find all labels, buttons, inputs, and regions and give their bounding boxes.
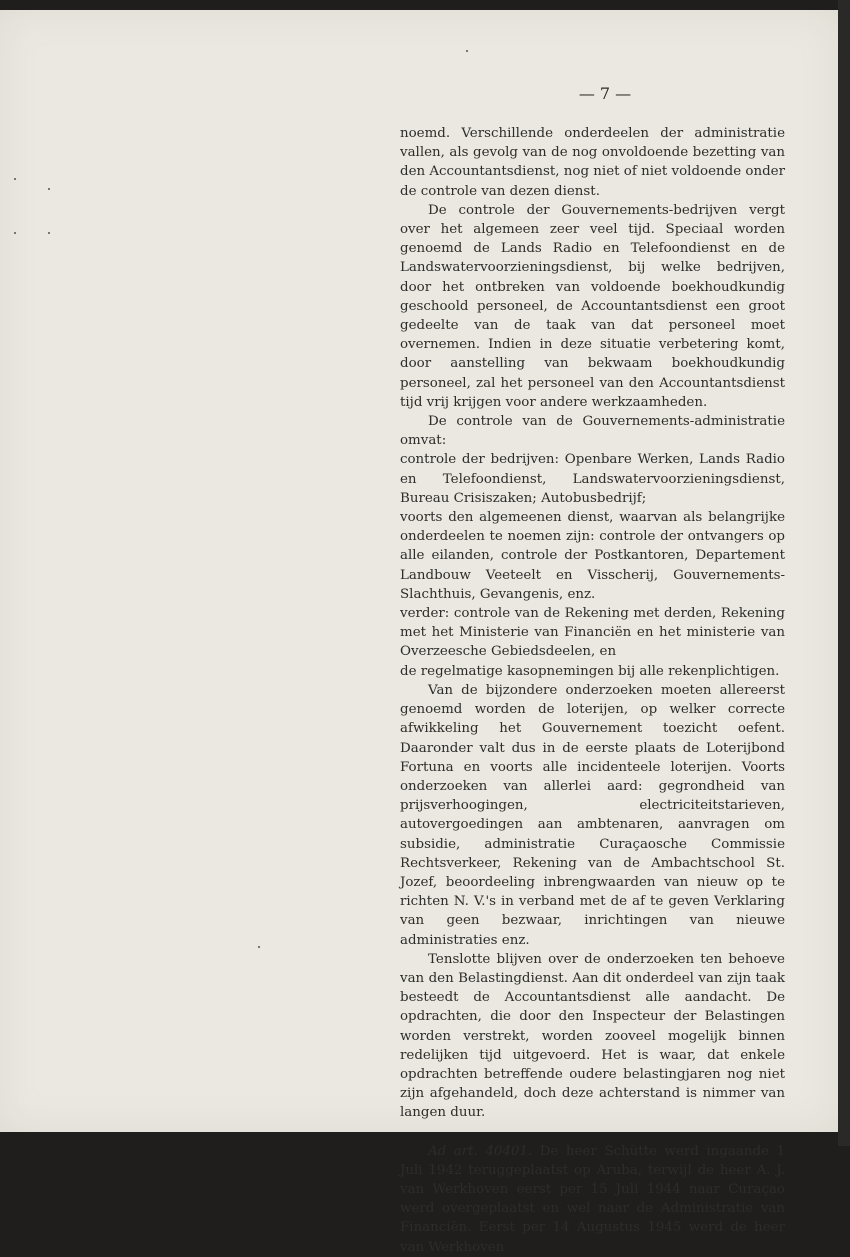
- paragraph: verder: controle van de Rekening met derden, Rekening met het Ministerie van Financiën en het ministerie van Overzeesche Gebiedsdeelen, en: [400, 606, 785, 660]
- body-text: [400, 124, 785, 1257]
- paragraph: De controle der Gouvernements-bedrijven vergt over het algemeen zeer veel tijd. Speciaal worden genoemd de Lands Radio en Telefoondienst en de Landswatervoorzieningsdienst, bij welke bedrijven, door het ontbreken van voldoende boekhoudkundig geschoold personeel, de Accountantsdienst een groot gedeelte van de taak van dat personeel moet overnemen. Indien in deze situatie verbetering komt, door aanstelling van bekwaam boekhoudkundig personeel, zal het personeel van den Accountantsdienst tijd vrij krijgen voor andere werkzaamheden.: [400, 202, 785, 410]
- final-paragraph-text: De heer Schütte werd ingaande 1 Juli 1942 teruggeplaatst op Aruba, terwijl de heer A. J. van Werkhoven eerst per 15 Juli 1944 naar Curaçao werd overgeplaatst en wel naar de Administratie van Financiën. Eerst per 14 Augustus 1945 werd de heer van Werkhoven: [400, 1143, 785, 1255]
- article-reference: Ad art. 40401.: [428, 1143, 533, 1159]
- paragraph: de regelmatige kasopnemingen bij alle rekenplichtigen.: [400, 663, 780, 679]
- paper-speck: [48, 188, 50, 190]
- paper-speck: [14, 178, 16, 180]
- paragraph: voorts den algemeenen dienst, waarvan als belangrijke onderdeelen te noemen zijn: controle der ontvangers op alle eilanden, controle der Postkantoren, Departement Landbouw Veeteelt en Visscherij, Gouvernements-Slachthuis, Gevangenis, enz.: [400, 510, 785, 602]
- paper-speck: [48, 232, 50, 234]
- paper-speck: [14, 232, 16, 234]
- paragraph: De controle van de Gouvernements-administratie omvat:: [400, 414, 785, 449]
- scan-border: [838, 0, 850, 1146]
- paragraph: noemd. Verschillende onderdeelen der administratie vallen, als gevolg van de nog onvoldoende bezetting van den Accountantsdienst, nog niet of niet voldoende onder de controle van dezen dienst.: [400, 126, 785, 199]
- paragraph: Tenslotte blijven over de onderzoeken ten behoeve van den Belastingdienst. Aan dit onderdeel van zijn taak besteedt de Accountantsdienst alle aandacht. De opdrachten, die door den Inspecteur der Belastingen worden verstrekt, worden zooveel mogelijk binnen redelijken tijd uitgevoerd. Het is waar, dat enkele opdrachten betreffende oudere belastingjaren nog niet zijn afgehandeld, doch deze achterstand is nimmer van langen duur.: [400, 951, 785, 1121]
- paper-speck: [466, 50, 468, 52]
- paragraph: Van de bijzondere onderzoeken moeten allereerst genoemd worden de loterijen, op welker correcte afwikkeling het Gouvernement toezicht oefent. Daaronder valt dus in de eerste plaats de Loterijbond Fortuna en voorts alle incidenteele loterijen. Voorts onderzoeken van allerlei aard: gegrondheid van prijsverhoogingen, electriciteitstarieven, autovergoedingen aan ambtenaren, aanvragen om subsidie, administratie Curaçaosche Commissie Rechtsverkeer, Rekening van de Ambachtschool St. Jozef, beoordeeling inbrengwaarden van nieuw op te richten N. V.'s in verband met de af te geven Verklaring van geen bezwaar, inrichtingen van nieuwe administraties enz.: [400, 682, 785, 948]
- page-number: — 7 —: [578, 84, 632, 103]
- final-paragraph: [400, 1142, 785, 1257]
- paper-speck: [258, 946, 260, 948]
- paragraph: controle der bedrijven: Openbare Werken, Lands Radio en Telefoondienst, Landswatervoorzieningsdienst, Bureau Crisiszaken; Autobusbedrijf;: [400, 452, 785, 506]
